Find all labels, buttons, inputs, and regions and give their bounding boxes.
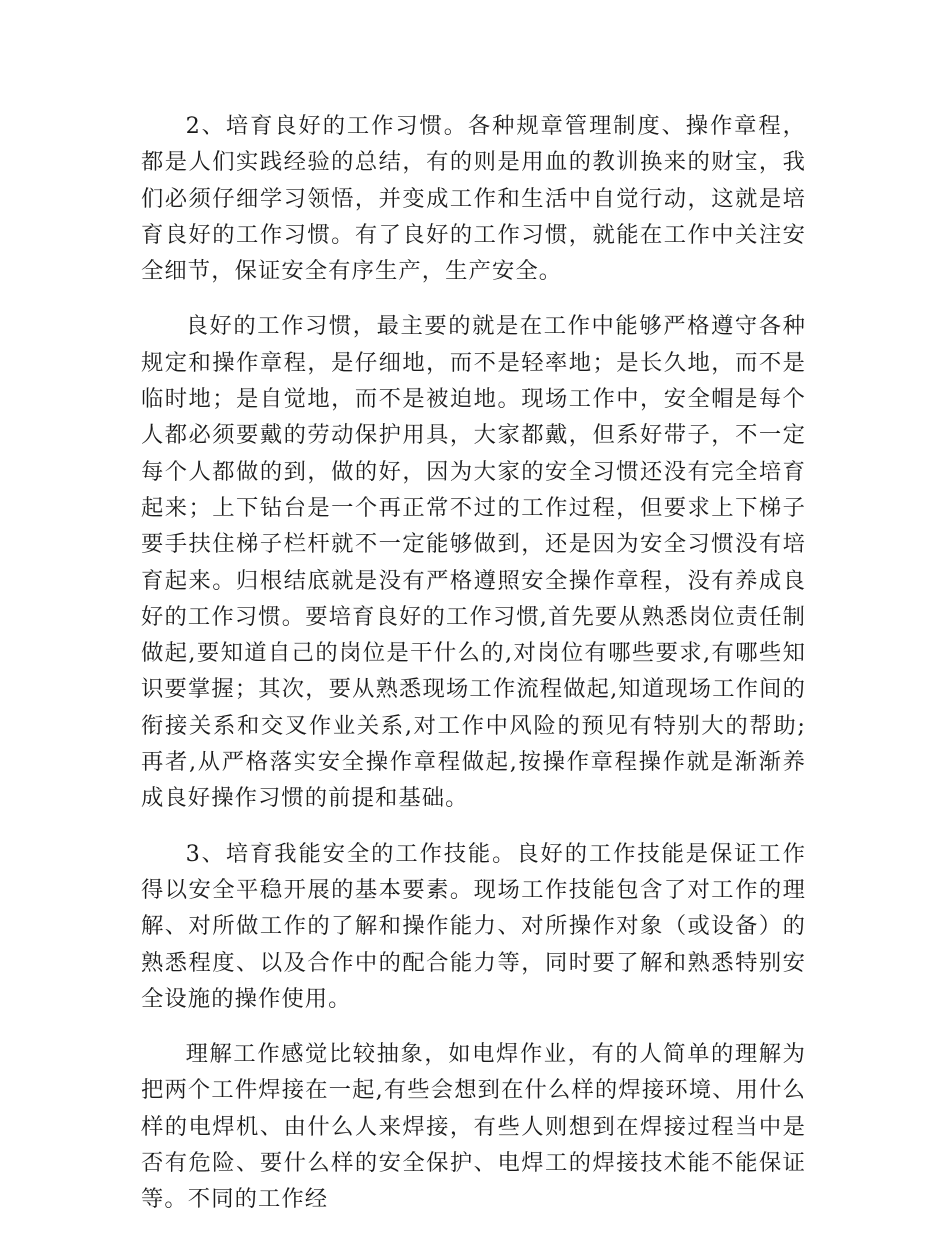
paragraph-work-skills: 3、培育我能安全的工作技能。良好的工作技能是保证工作得以安全平稳开展的基本要素。现场工作技能包含了对工作的理解、对所做工作的了解和操作能力、对所操作对象（或设备）的熟悉程度、以及合作中的配合能力等，同时要了解和熟悉特别安全设施的操作使用。 — [141, 840, 806, 1012]
paragraph-work-habits: 2、培育良好的工作习惯。各种规章管理制度、操作章程，都是人们实践经验的总结，有的则是用血的教训换来的财宝，我们必须仔细学习领悟，并变成工作和生活中自觉行动，这就是培育良好的工作习惯。有了良好的工作习惯，就能在工作中关注安全细节，保证安全有序生产，生产安全。 — [141, 113, 806, 285]
paragraph-habit-details: 良好的工作习惯，最主要的就是在工作中能够严格遵守各种规定和操作章程，是仔细地，而不是轻率地；是长久地，而不是临时地；是自觉地，而不是被迫地。现场工作中，安全帽是每个人都必须要戴的劳动保护用具，大家都戴，但系好带子，不一定每个人都做的到，做的好，因为大家的安全习惯还没有完全培育起来；上下钻台是一个再正常不过的工作过程，但要求上下梯子要手扶住梯子栏杆就不一定能够做到，还是因为安全习惯没有培育起来。归根结底就是没有严格遵照安全操作章程，没有养成良好的工作习惯。要培育良好的工作习惯,首先要从熟悉岗位责任制做起,要知道自己的岗位是干什么的,对岗位有哪些要求,有哪些知识要掌握；其次，要从熟悉现场工作流程做起,知道现场工作间的衔接关系和交叉作业关系,对工作中风险的预见有特别大的帮助;再者,从严格落实安全操作章程做起,按操作章程操作就是渐渐养成良好操作习惯的前提和基础。 — [141, 313, 806, 812]
paragraph-understanding-work: 理解工作感觉比较抽象，如电焊作业，有的人简单的理解为把两个工件焊接在一起,有些会想到在什么样的焊接环境、用什么样的电焊机、由什么人来焊接，有些人则想到在焊接过程当中是否有危险、要什么样的安全保护、电焊工的焊接技术能不能保证等。不同的工作经 — [141, 1041, 806, 1213]
document-body — [141, 108, 806, 1237]
